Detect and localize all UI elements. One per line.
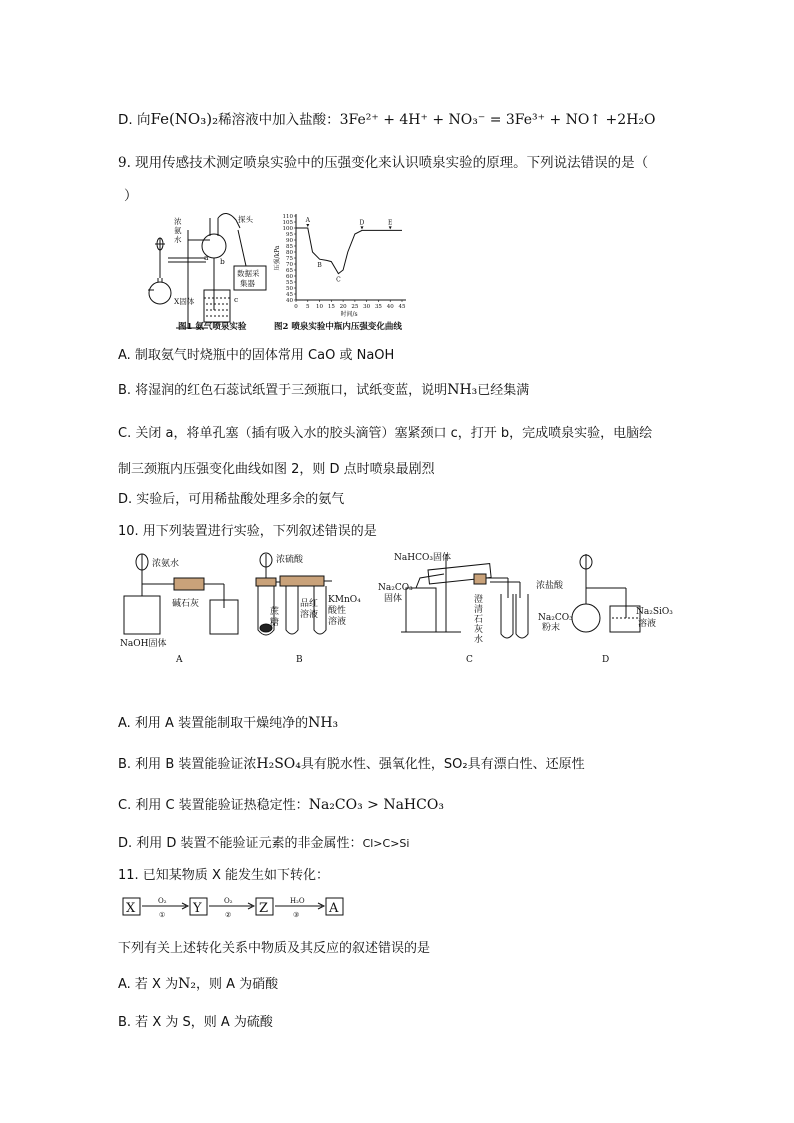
q10c-label3: 澄 — [474, 595, 484, 605]
q10d-label2b: 粉末 — [542, 623, 561, 633]
fig2-caption: 图2 喷泉实验中瓶内压强变化曲线 — [274, 322, 402, 332]
q10b-label2: 蔗 — [270, 607, 280, 617]
chain-x: X — [126, 901, 136, 916]
q10d-caption: D — [602, 655, 610, 665]
q11-question: 下列有关上述转化关系中物质及其反应的叙述错误的是 — [118, 941, 431, 956]
q10c-label3c: 石 — [474, 615, 484, 625]
fig1-label-b: b — [220, 257, 225, 266]
q10b-label4b: 酸性 — [328, 606, 347, 616]
q10b-caption: B — [296, 655, 303, 665]
q10a-label1: 浓氨水 — [152, 559, 180, 569]
q10-option-b: B. 利用 B 装置能验证浓H₂SO₄具有脱水性、强氧化性，SO₂具有漂白性、还原性 — [118, 756, 585, 772]
chart-x-tick-label: 35 — [374, 304, 382, 310]
q10a-caption: A — [176, 655, 183, 665]
chart-y-tick-label: 100 — [282, 226, 293, 232]
chart-x-tick-label: 0 — [294, 304, 298, 310]
chart-x-tick-label: 10 — [316, 304, 324, 310]
q10a-label2: 碱石灰 — [172, 599, 200, 609]
chart-point-label: C — [336, 276, 341, 284]
chart-series-line — [296, 228, 402, 274]
chart-y-tick-label: 110 — [282, 214, 293, 220]
q8-option-d: D. 向Fe(NO₃)₂稀溶液中加入盐酸：3Fe²⁺ + 4H⁺ + NO₃⁻ = 3Fe³⁺ + NO↑ +2H₂O — [118, 110, 656, 128]
chain-step-2: ② — [225, 911, 232, 919]
q10b-label4c: 溶液 — [328, 617, 347, 627]
chart-x-tick-label: 45 — [398, 304, 406, 310]
chart-point-arrow — [360, 226, 363, 229]
chain-step-1: ① — [159, 911, 166, 919]
fig1-label-solid: X固体 — [174, 297, 195, 306]
chart-x-tick-label: 5 — [306, 304, 310, 310]
fig1-label-a: a — [204, 253, 209, 262]
q10-option-d: D. 利用 D 装置不能验证元素的非金属性：Cl>C>Si — [118, 836, 410, 851]
chart-y-tick-label: 95 — [286, 232, 293, 238]
chart-y-tick-label: 65 — [286, 268, 293, 274]
chart-point-label: D — [359, 219, 365, 227]
chart-y-tick-label: 90 — [286, 238, 293, 244]
q10c-label3e: 水 — [474, 635, 484, 645]
q9-option-a: A. 制取氨气时烧瓶中的固体常用 CaO 或 NaOH — [118, 348, 395, 363]
fig1-label-ammonia: 氨 — [174, 226, 182, 235]
q9-stem-cont: ） — [124, 188, 138, 204]
fig1-label-water: 水 — [174, 235, 182, 244]
q10-stem: 10. 用下列装置进行实验，下列叙述错误的是 — [118, 524, 377, 539]
chart-x-label: 时间/s — [340, 311, 358, 318]
q10b-label1: 浓硫酸 — [276, 555, 304, 565]
chart-y-tick-label: 55 — [286, 280, 293, 286]
chart-point-label: B — [317, 262, 322, 270]
chart-x-tick-label: 20 — [339, 304, 347, 310]
chart-x-tick-label: 40 — [386, 304, 394, 310]
chart-y-tick-label: 45 — [286, 292, 293, 298]
fig1-label-conc: 浓 — [174, 217, 182, 226]
chart-y-tick-label: 105 — [282, 220, 293, 226]
q10b-label3b: 溶液 — [300, 610, 319, 620]
chain-reagent-1: O₂ — [158, 897, 167, 905]
chart-point-arrow — [306, 224, 309, 227]
q10d-label3b: 溶液 — [638, 619, 657, 629]
fig1-label-data1: 数据采 — [237, 269, 260, 278]
chart-point-label: E — [388, 219, 393, 227]
chart-y-tick-label: 40 — [286, 298, 293, 304]
fig1-label-data2: 集器 — [240, 279, 255, 288]
q11-option-a: A. 若 X 为N₂，则 A 为硝酸 — [118, 976, 279, 992]
q10b-label4: KMnO₄ — [328, 595, 361, 605]
chart-y-tick-label: 50 — [286, 286, 293, 292]
q10c-caption: C — [466, 655, 473, 665]
q10d-label2: Na₂CO₃ — [538, 613, 573, 623]
chain-y: Y — [193, 901, 202, 916]
q10-option-a: A. 利用 A 装置能制取干燥纯净的NH₃ — [118, 715, 339, 731]
q10-apparatus-figure — [116, 548, 676, 666]
chain-a: A — [329, 901, 339, 916]
q10c-label2b: 固体 — [384, 594, 403, 604]
chart-x-tick-label: 30 — [363, 304, 371, 310]
q11-conversion-chain — [122, 894, 362, 922]
q10b-label2b: 糖 — [270, 618, 280, 628]
q9-option-b: B. 将湿润的红色石蕊试纸置于三颈瓶口，试纸变蓝，说明NH₃已经集满 — [118, 382, 530, 398]
q10-option-c: C. 利用 C 装置能验证热稳定性：Na₂CO₃ > NaHCO₃ — [118, 797, 444, 813]
chart-y-label: 压强/kPa — [274, 245, 281, 271]
chart-x-tick-label: 25 — [351, 304, 359, 310]
chart-point-arrow — [389, 226, 392, 229]
q10d-label1: 浓盐酸 — [536, 581, 564, 591]
chart-x-tick-label: 15 — [327, 304, 335, 310]
q9-option-d: D. 实验后，可用稀盐酸处理多余的氨气 — [118, 492, 345, 507]
q10c-label2: Na₂CO₃ — [378, 583, 413, 593]
q9-option-c: C. 关闭 a，将单孔塞（插有吸入水的胶头滴管）塞紧颈口 c，打开 b，完成喷泉实验，电脑绘 — [118, 426, 653, 441]
q10d-label3: Na₂SiO₃ — [636, 607, 673, 617]
chart-y-tick-label: 85 — [286, 244, 293, 250]
chart-y-tick-label: 80 — [286, 250, 293, 256]
chart-y-tick-label: 60 — [286, 274, 293, 280]
fig1-label-probe: 探头 — [238, 215, 253, 224]
fig2-chart — [270, 210, 410, 320]
q10a-label3: NaOH固体 — [120, 639, 167, 649]
chart-y-tick-label: 75 — [286, 256, 293, 262]
chain-reagent-3: H₂O — [290, 897, 305, 905]
q10b-label3: 品红 — [300, 599, 319, 609]
chain-reagent-2: O₂ — [224, 897, 233, 905]
q9-stem: 9. 现用传感技术测定喷泉实验中的压强变化来认识喷泉实验的原理。下列说法错误的是（ — [118, 155, 649, 171]
q10c-label3d: 灰 — [474, 625, 484, 635]
chart-y-tick-label: 70 — [286, 262, 293, 268]
chart-point-label: A — [305, 217, 310, 224]
q9-option-c-cont: 制三颈瓶内压强变化曲线如图 2，则 D 点时喷泉最剧烈 — [118, 462, 435, 477]
q10c-label3b: 清 — [474, 605, 484, 615]
q11-stem: 11. 已知某物质 X 能发生如下转化： — [118, 868, 329, 883]
q10c-label1: NaHCO₃固体 — [394, 553, 451, 563]
fig1-caption: 图1 氨气喷泉实验 — [178, 322, 247, 332]
fig1-apparatus — [148, 210, 268, 334]
q11-option-b: B. 若 X 为 S，则 A 为硫酸 — [118, 1015, 273, 1030]
chain-z: Z — [259, 901, 269, 916]
fig1-label-c: c — [234, 295, 239, 304]
chain-step-3: ③ — [293, 911, 300, 919]
